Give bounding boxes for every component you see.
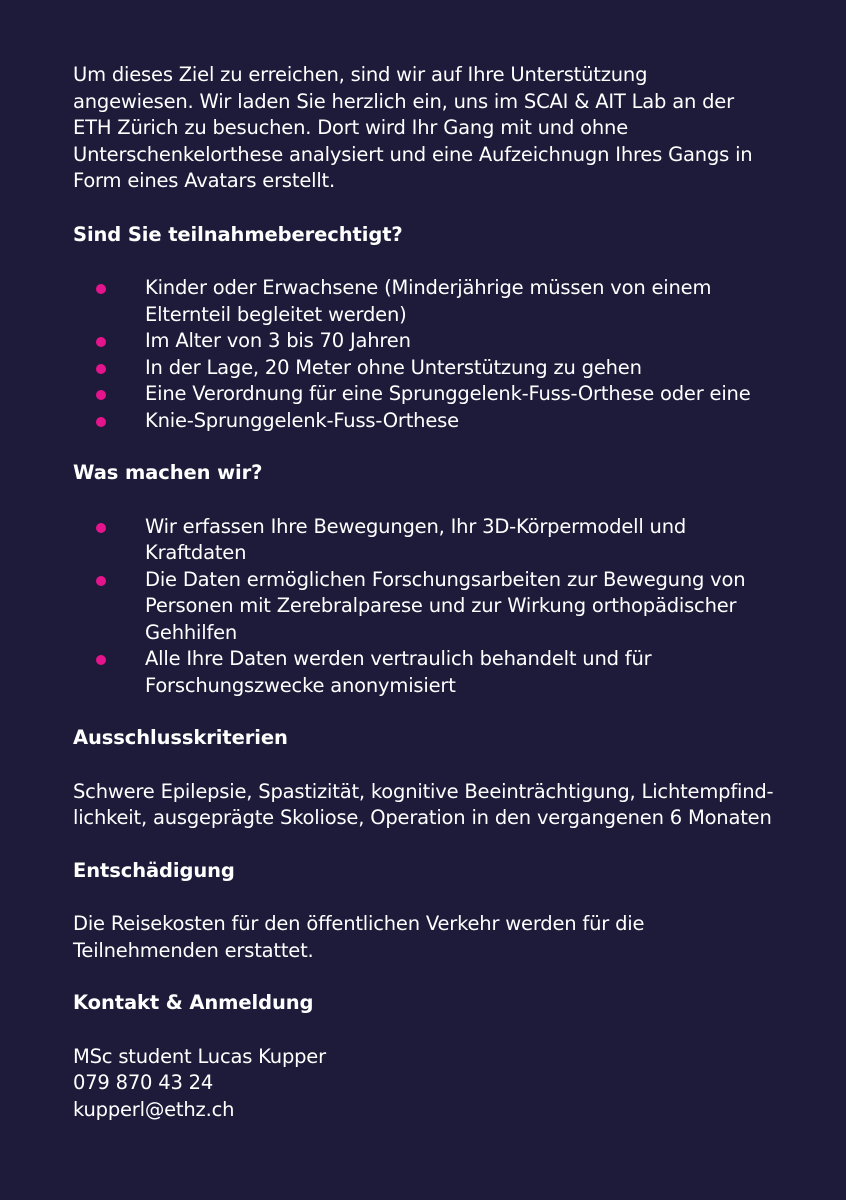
eligibility-heading: Sind Sie teilnahmeberechtigt? — [73, 222, 403, 246]
contact-heading: Kontakt & Anmeldung — [73, 991, 314, 1014]
exclusion-heading: Ausschlusskriterien — [73, 726, 288, 749]
list-item: Die Daten ermöglichen Forschungsarbeiten zur Bewegung von Personen mit Zerebralparese und zur Wirkung orthopädischer Gehhilfen — [73, 567, 785, 647]
contact-email[interactable]: kupperl@ethz.ch — [73, 1097, 235, 1121]
bullet-icon — [96, 337, 106, 347]
list-item: Eine Verordnung für eine Sprunggelenk-Fuss-Orthese oder eine — [73, 381, 786, 408]
compensation-text: Die Reisekosten für den öffentlichen Verkehr werden für die Teilnehmenden erstattet. — [73, 912, 645, 962]
list-item: Im Alter von 3 bis 70 Jahren — [73, 328, 786, 355]
exclusion-text: Schwere Epilepsie, Spastizität, kognitive Beeinträchtigung, Lichtempfindlichkeit, ausgeprägte Skoliose, Operation in den vergangenen 6 Monaten — [73, 779, 774, 829]
list-item: In der Lage, 20 Meter ohne Unterstützung zu gehen — [73, 355, 786, 382]
bullet-icon — [96, 523, 106, 533]
what-we-do-list — [73, 514, 786, 700]
list-item: Alle Ihre Daten werden vertraulich behandelt und für Forschungszwecke anonymisiert — [73, 646, 705, 699]
list-item: Wir erfassen Ihre Bewegungen, Ihr 3D-Körpermodell und Kraftdaten — [73, 514, 705, 567]
bullet-icon — [96, 364, 106, 374]
bullet-icon — [96, 390, 106, 400]
bullet-icon — [96, 655, 106, 665]
contact-phone[interactable]: 079 870 43 24 — [73, 1071, 214, 1094]
bullet-icon — [96, 284, 106, 294]
bullet-icon — [96, 417, 106, 427]
eligibility-list — [73, 275, 786, 434]
list-item: Kinder oder Erwachsene (Minderjährige müssen von einem Elternteil begleitet werden) — [73, 275, 715, 328]
what-we-do-heading: Was machen wir? — [73, 461, 263, 484]
bullet-icon — [96, 576, 106, 586]
intro-paragraph: Um dieses Ziel zu erreichen, sind wir auf Ihre Unterstützung angewiesen. Wir laden Sie herzlich ein, uns im SCAI & AIT Lab an der ETH Zürich zu besuchen. Dort wird Ihr Gang mit und ohne Unterschenkelorthese analysiert und eine Aufzeichnugn Ihres Gangs in Form eines Avatars erstellt. — [73, 63, 753, 192]
contact-name: MSc student Lucas Kupper — [73, 1044, 326, 1068]
compensation-heading: Entschädigung — [73, 858, 235, 882]
list-item: Knie-Sprunggelenk-Fuss-Orthese — [73, 408, 786, 435]
